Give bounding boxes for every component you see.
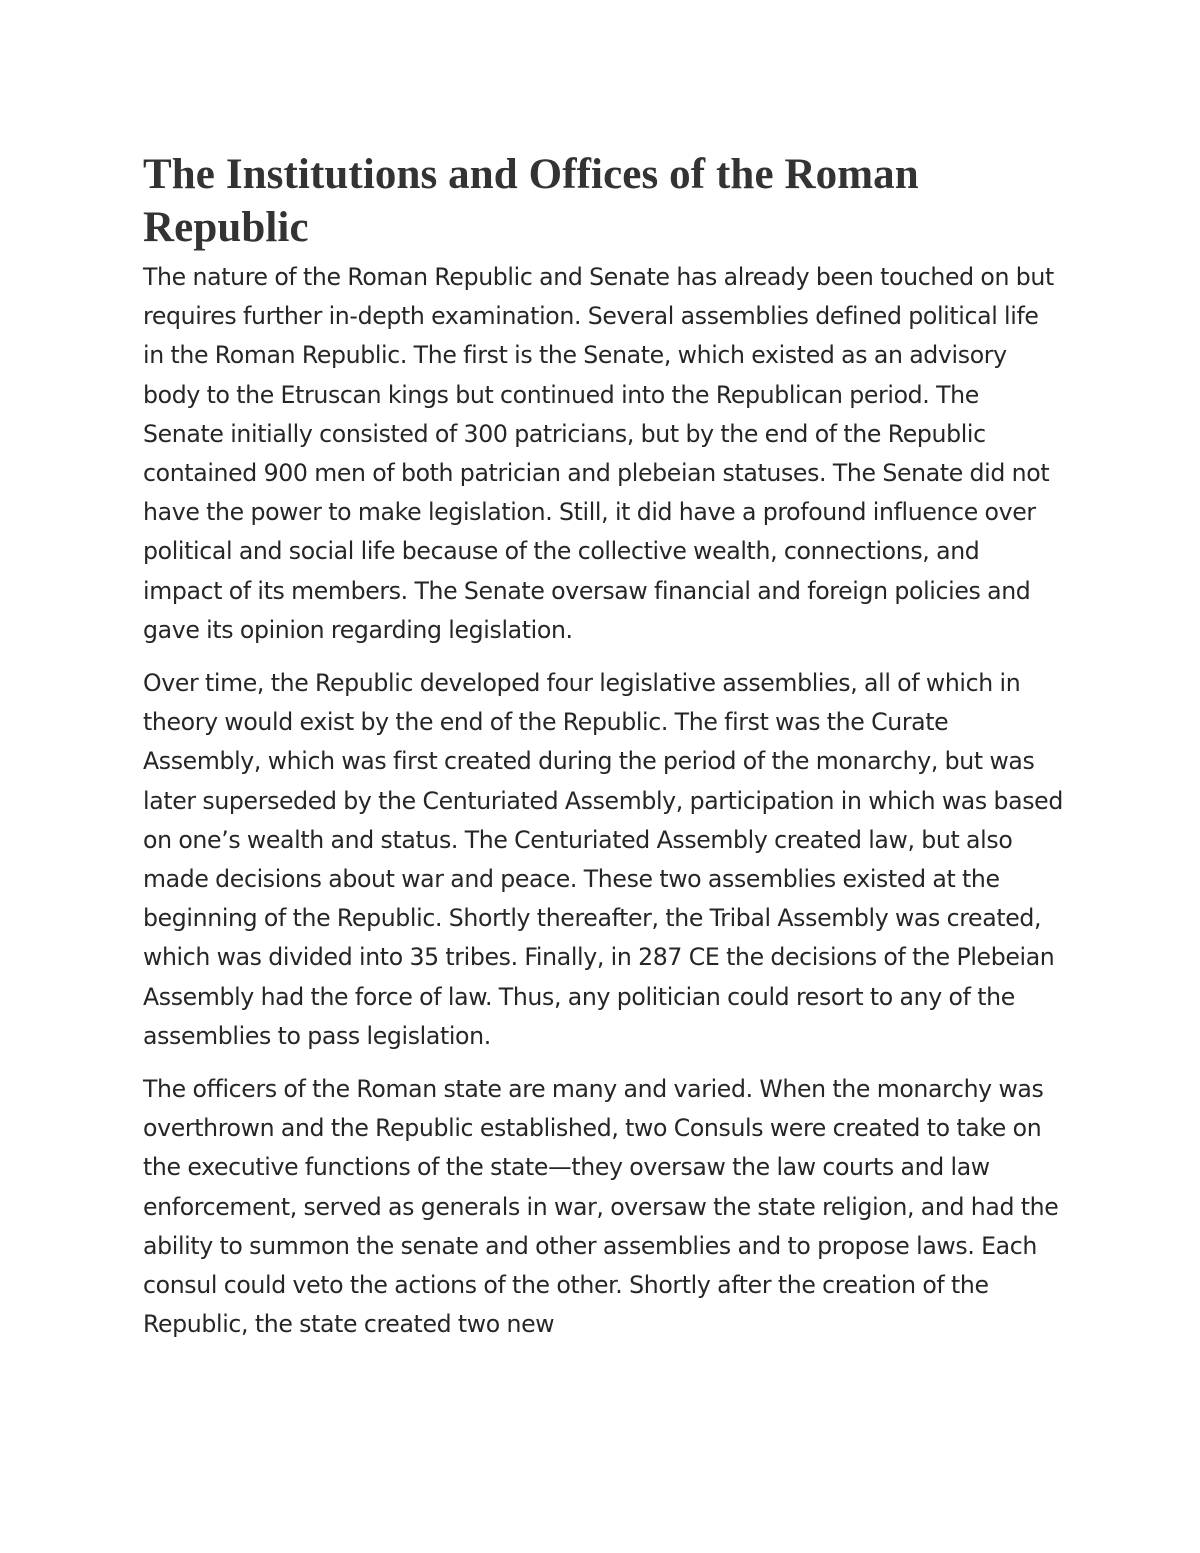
paragraph-officers: The officers of the Roman state are many and varied. When the monarchy was overthrown and the Republic established, two Consuls were created to take on the executive functions of the state—they oversaw the law courts and law enforcement, served as generals in war, oversaw the state religion, and had the ability to summon the senate and other assemblies and to propose laws. Each consul could veto the actions of the other. Shortly after the creation of the Republic, the state created two new — [143, 1075, 1059, 1339]
document-title: The Institutions and Offices of the Roman Republic — [143, 151, 919, 251]
paragraph-senate: The nature of the Roman Republic and Senate has already been touched on but requires further in-depth examination. Several assemblies defined political life in the Roman Republic. The first is the Senate, which existed as an advisory body to the Etruscan kings but continued into the Republican period. The Senate initially consisted of 300 patricians, but by the end of the Republic contained 900 men of both patrician and plebeian statuses. The Senate did not have the power to make legislation. Still, it did have a profound influence over political and social life because of the collective wealth, connections, and impact of its members. The Senate oversaw financial and foreign policies and gave its opinion regarding legislation. — [143, 263, 1054, 644]
paragraph-assemblies: Over time, the Republic developed four legislative assemblies, all of which in theory would exist by the end of the Republic. The first was the Curate Assembly, which was first created during the period of the monarchy, but was later superseded by the Centuriated Assembly, participation in which was based on one’s wealth and status. The Centuriated Assembly created law, but also made decisions about war and peace. These two assemblies existed at the beginning of the Republic. Shortly thereafter, the Tribal Assembly was created, which was divided into 35 tribes. Finally, in 287 CE the decisions of the Plebeian Assembly had the force of law. Thus, any politician could resort to any of the assemblies to pass legislation. — [143, 669, 1063, 1050]
document-body — [143, 148, 1063, 1358]
